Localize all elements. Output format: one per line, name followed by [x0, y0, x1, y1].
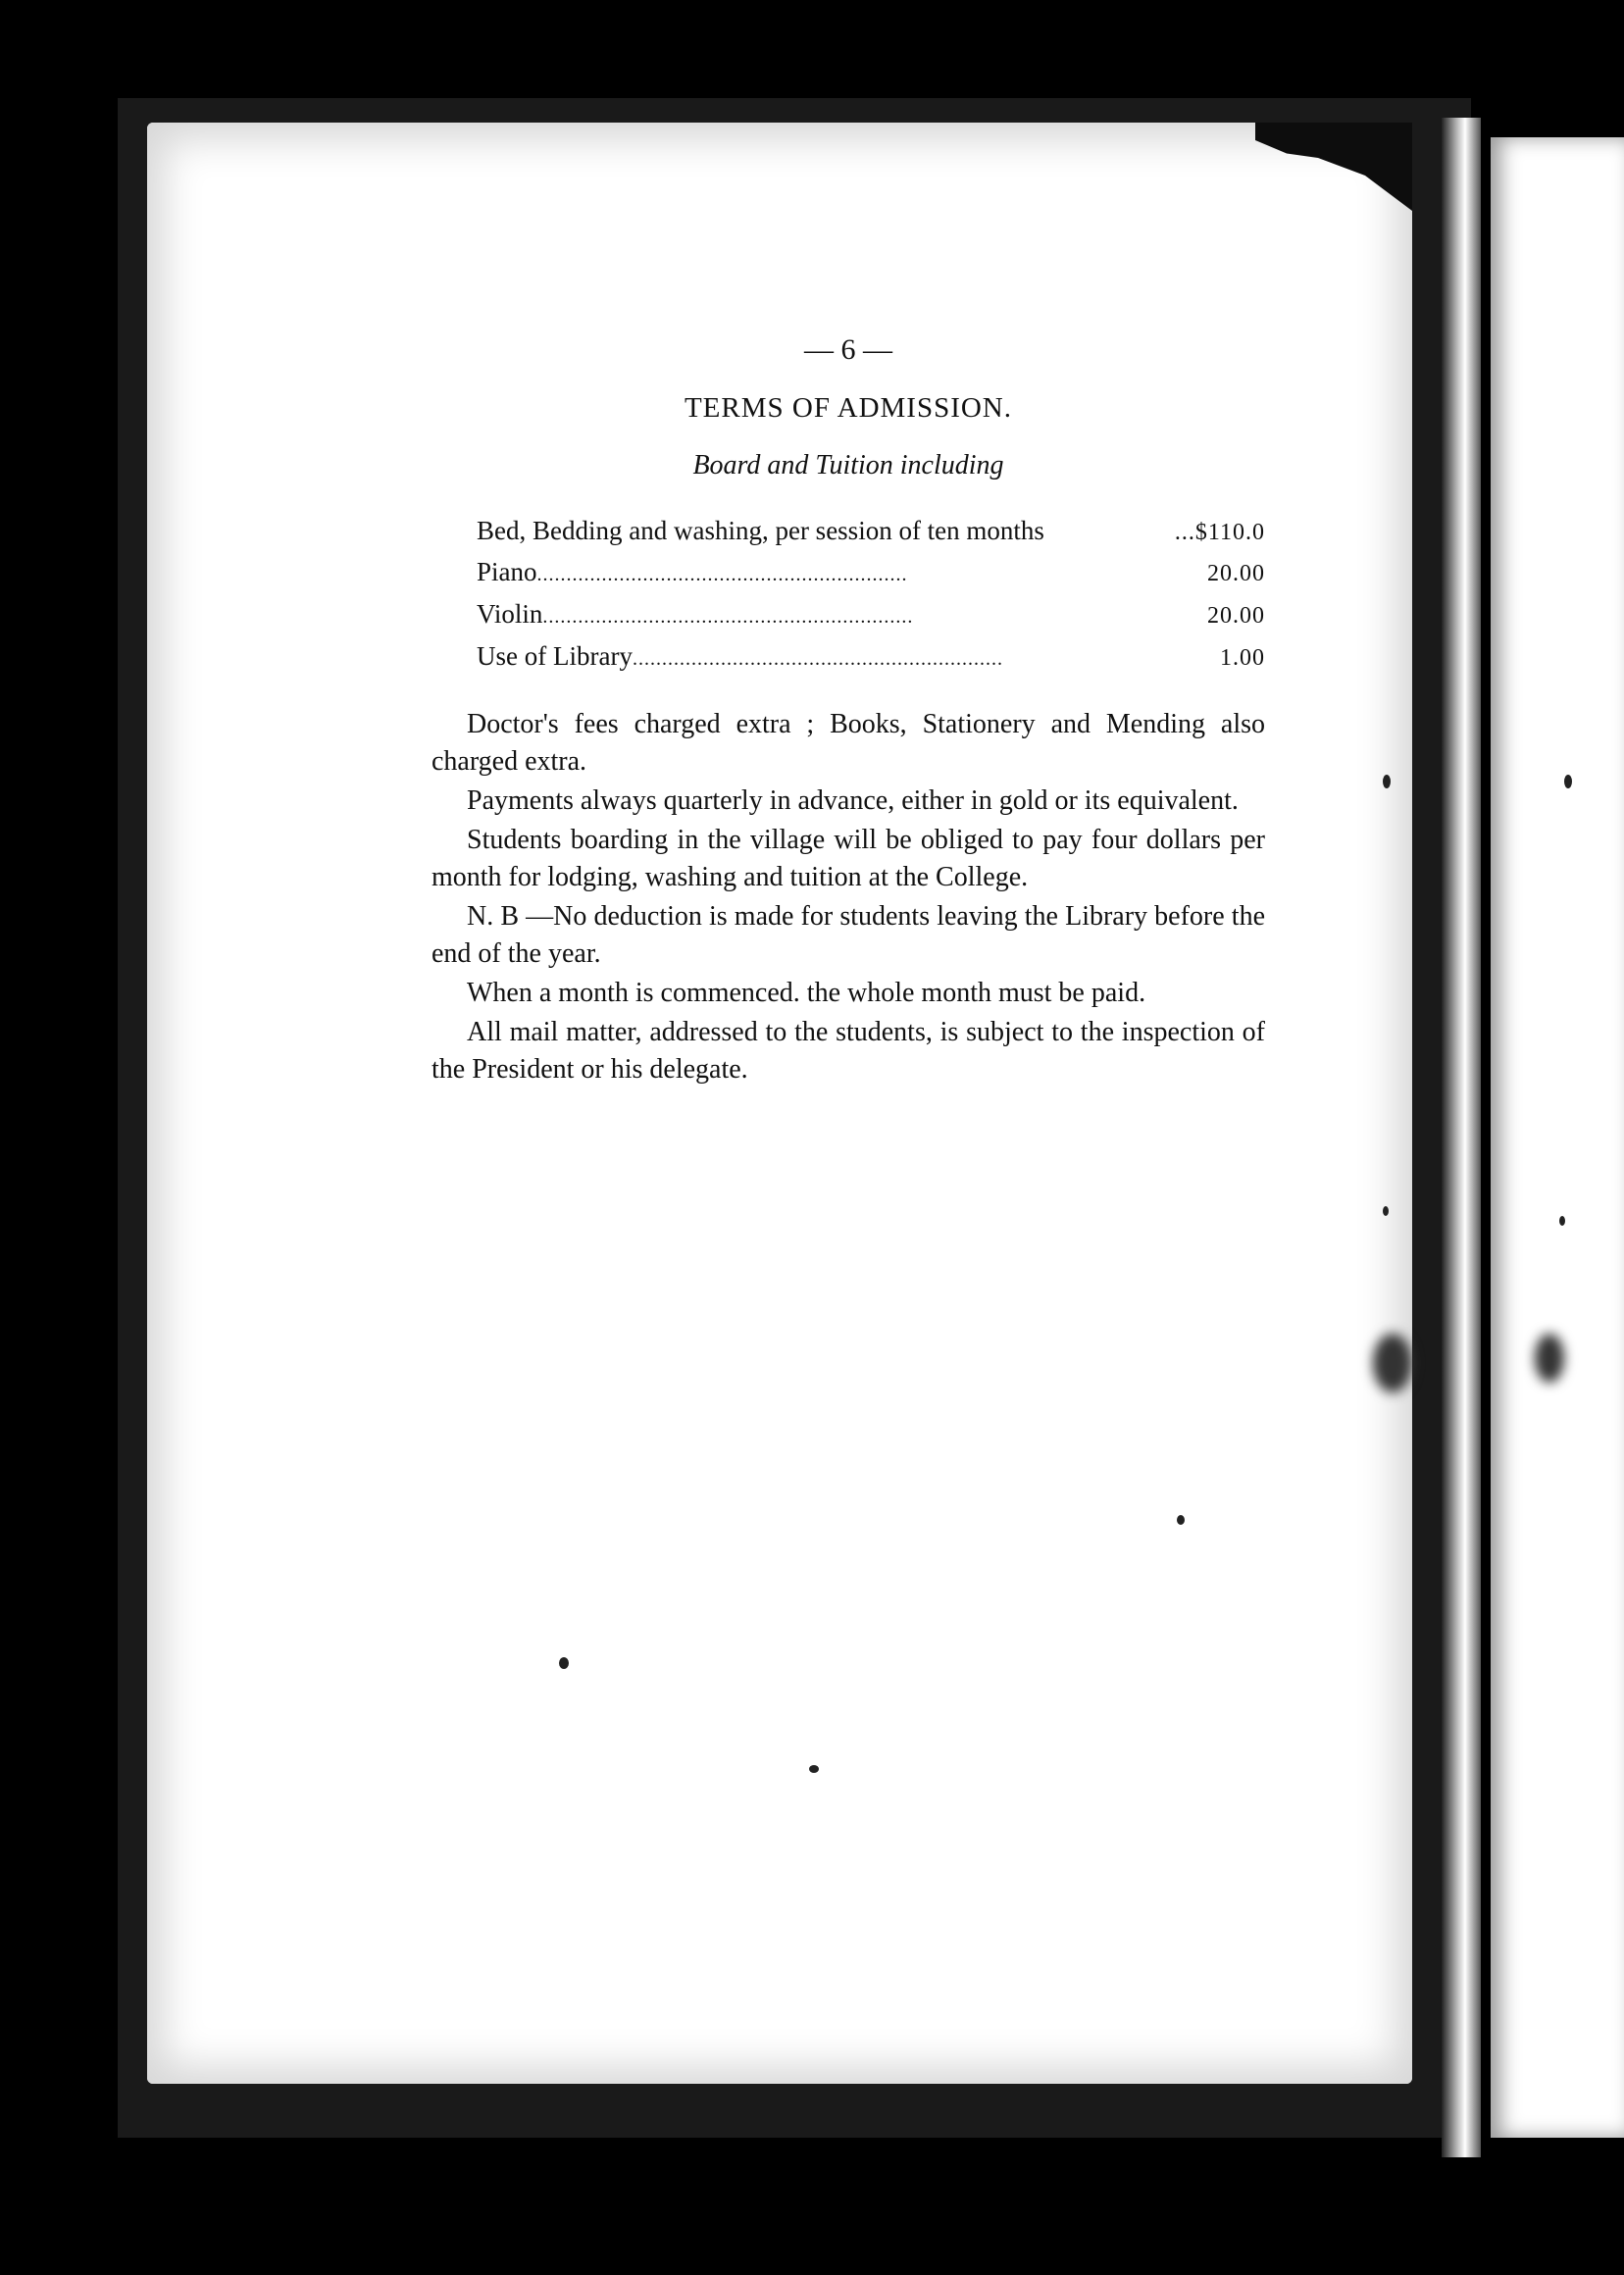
binding-gutter — [1442, 118, 1481, 2157]
paragraph: Doctor's fees charged extra ; Books, Stationery and Mending also charged extra. — [431, 709, 1265, 777]
terms-paragraphs — [431, 706, 1265, 1088]
fee-amount: 20.00 — [1207, 603, 1265, 629]
fee-row — [477, 552, 1265, 594]
fee-label: Violin — [477, 599, 543, 629]
speck — [1373, 1334, 1412, 1392]
page-content — [431, 333, 1265, 1090]
fee-leader-dots: ............................................................... — [632, 648, 1003, 670]
fee-row — [477, 511, 1265, 552]
speck — [1383, 1206, 1389, 1216]
fee-row — [477, 636, 1265, 679]
facing-page-edge — [1491, 137, 1624, 2138]
fee-label: Use of Library — [477, 641, 633, 671]
fee-leader-dots: ............................................................... — [542, 606, 914, 628]
page-title: TERMS OF ADMISSION. — [684, 392, 1013, 424]
paragraph: When a month is commenced. the whole month must be paid. — [467, 978, 1146, 1008]
fee-list — [477, 511, 1265, 679]
fee-leader-dots: ............................................................... — [536, 564, 908, 585]
speck — [1564, 775, 1572, 788]
speck — [1177, 1515, 1185, 1525]
paragraph: Payments always quarterly in advance, either in gold or its equivalent. — [467, 785, 1239, 816]
speck — [1383, 775, 1391, 788]
speck — [809, 1765, 819, 1773]
paragraph: All mail matter, addressed to the students, is subject to the inspection of the President or his delegate. — [431, 1017, 1265, 1085]
fee-label: Piano — [477, 557, 537, 586]
paragraph: N. B —No deduction is made for students leaving the Library before the end of the year. — [431, 901, 1265, 969]
speck — [559, 1657, 569, 1669]
page-subtitle: Board and Tuition including — [692, 450, 1004, 480]
page-number: — 6 — — [804, 333, 892, 366]
paragraph: Students boarding in the village will be obliged to pay four dollars per month for lodging, washing and tuition at the College. — [431, 825, 1265, 892]
speck — [1535, 1334, 1564, 1383]
fee-amount: ...$110.0 — [1174, 520, 1265, 545]
fee-label: Bed, Bedding and washing, per session of ten months — [477, 516, 1044, 545]
fee-amount: 20.00 — [1207, 561, 1265, 586]
speck — [1559, 1216, 1565, 1226]
fee-row — [477, 594, 1265, 636]
fee-amount: 1.00 — [1220, 645, 1265, 671]
